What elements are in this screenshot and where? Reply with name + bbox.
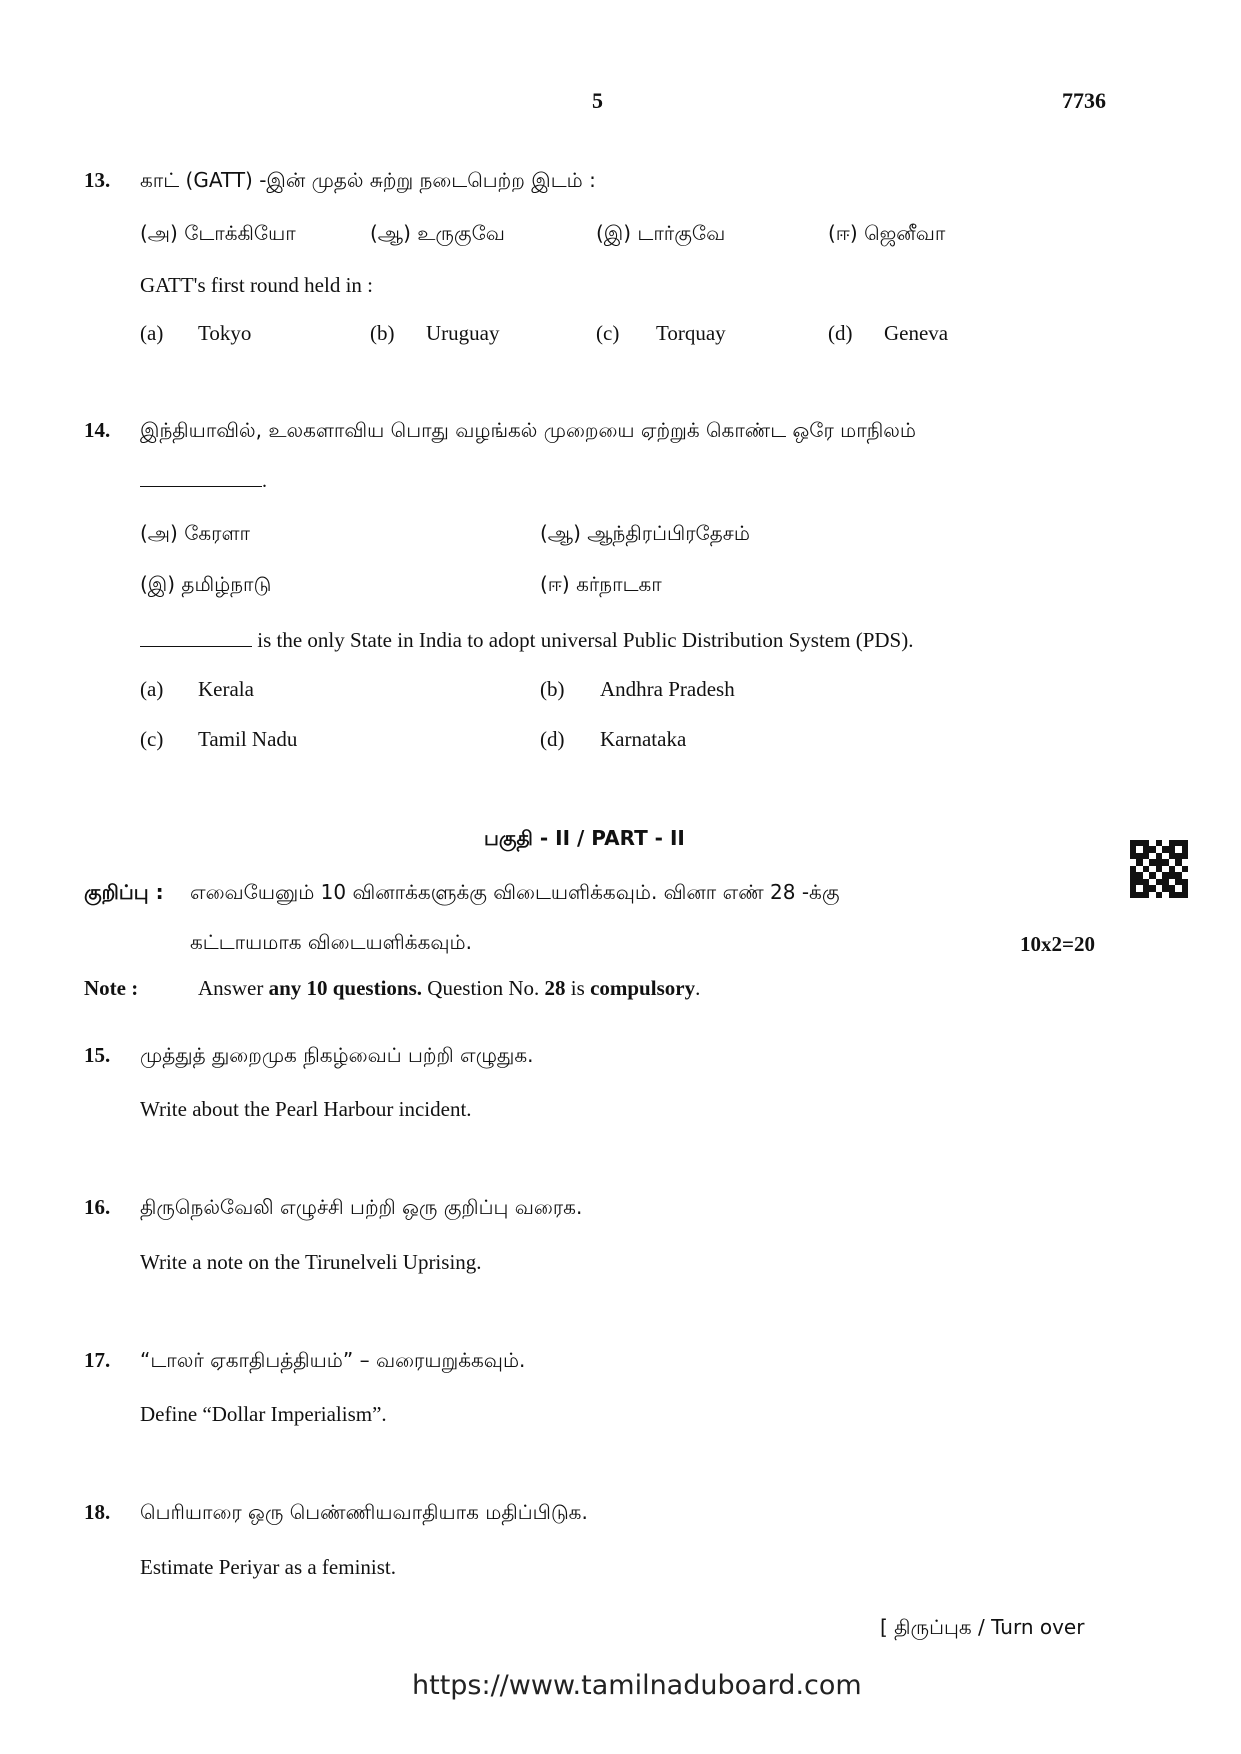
marks-allocation: 10x2=20	[1020, 932, 1095, 956]
question-sentence: is the only State in India to adopt universal Public Distribution System (PDS).	[257, 628, 914, 652]
note-fragment: .	[695, 976, 701, 1000]
part-heading: பகுதி - II / PART - II	[484, 826, 685, 850]
note-text-tamil-line2: கட்டாயமாக விடையளிக்கவும்.	[190, 930, 472, 954]
question-text-tamil: முத்துத் துறைமுக நிகழ்வைப் பற்றி எழுதுக.	[140, 1043, 534, 1067]
question-text-english: Write about the Pearl Harbour incident.	[140, 1097, 472, 1121]
page-number: 5	[592, 88, 603, 113]
question-text-tamil: இந்தியாவில், உலகளாவிய பொது வழங்கல் முறையை ஏற்றுக் கொண்ட ஒரே மாநிலம்	[140, 418, 916, 442]
note-fragment: Question No.	[422, 976, 545, 1000]
question-text-english: Define “Dollar Imperialism”.	[140, 1402, 387, 1426]
question-number: 14.	[84, 418, 111, 442]
note-fragment-bold: compulsory	[590, 976, 696, 1000]
question-text-tamil: காட் (GATT) -இன் முதல் சுற்று நடைபெற்ற இடம் :	[140, 168, 596, 192]
option-label-d: (d)	[540, 727, 565, 751]
question-number: 13.	[84, 168, 111, 192]
note-fragment: is	[565, 976, 591, 1000]
option-tamil-b: (ஆ) ஆந்திரப்பிரதேசம்	[540, 521, 750, 545]
option-tamil-d: (ஈ) ஜெனீவா	[828, 221, 946, 245]
note-label-english: Note :	[84, 976, 139, 1000]
note-fragment-bold: 28	[544, 976, 566, 1000]
option-tamil-a: (அ) கேரளா	[140, 521, 251, 545]
note-text-english	[198, 976, 700, 1001]
option-tamil-c: (இ) டார்குவே	[596, 221, 726, 245]
option-text-a: Kerala	[198, 677, 254, 701]
option-label-a: (a)	[140, 321, 164, 345]
note-fragment: Answer	[198, 976, 269, 1000]
option-tamil-b: (ஆ) உருகுவே	[370, 221, 505, 245]
note-label-tamil: குறிப்பு :	[84, 880, 164, 904]
option-label-c: (c)	[596, 321, 620, 345]
note-fragment-bold: any 10 questions.	[268, 976, 423, 1000]
option-text-c: Tamil Nadu	[198, 727, 298, 751]
footer-url: https://www.tamilnaduboard.com	[412, 1670, 862, 1701]
note-text-tamil-line1: எவையேனும் 10 வினாக்களுக்கு விடையளிக்கவும். வினா எண் 28 -க்கு	[190, 880, 840, 904]
option-text-b: Uruguay	[426, 321, 500, 345]
option-text-d: Geneva	[884, 321, 949, 345]
qr-code-icon	[1130, 840, 1188, 898]
question-text-english: Write a note on the Tirunelveli Uprising.	[140, 1250, 482, 1274]
option-label-b: (b)	[540, 677, 565, 701]
answer-blank-tamil	[140, 468, 267, 493]
paper-code: 7736	[1062, 88, 1106, 113]
question-text-tamil: “டாலர் ஏகாதிபத்தியம்” – வரையறுக்கவும்.	[140, 1348, 526, 1372]
option-tamil-c: (இ) தமிழ்நாடு	[140, 572, 272, 596]
blank-line	[140, 646, 252, 647]
option-text-c: Torquay	[656, 321, 726, 345]
option-text-b: Andhra Pradesh	[600, 677, 735, 701]
option-text-d: Karnataka	[600, 727, 687, 751]
question-number: 16.	[84, 1195, 111, 1219]
question-number: 18.	[84, 1500, 111, 1524]
question-number: 15.	[84, 1043, 111, 1067]
question-number: 17.	[84, 1348, 111, 1372]
option-tamil-d: (ஈ) கர்நாடகா	[540, 572, 662, 596]
question-text-english: GATT's first round held in :	[140, 273, 374, 297]
blank-line	[140, 486, 262, 487]
option-tamil-a: (அ) டோக்கியோ	[140, 221, 296, 245]
option-label-a: (a)	[140, 677, 164, 701]
option-label-b: (b)	[370, 321, 395, 345]
turn-over-label: [ திருப்புக / Turn over	[880, 1615, 1085, 1639]
option-label-c: (c)	[140, 727, 164, 751]
question-text-tamil: திருநெல்வேலி எழுச்சி பற்றி ஒரு குறிப்பு வரைக.	[140, 1195, 583, 1219]
option-label-d: (d)	[828, 321, 853, 345]
option-text-a: Tokyo	[198, 321, 252, 345]
question-text-english	[140, 628, 913, 653]
question-text-tamil: பெரியாரை ஒரு பெண்ணியவாதியாக மதிப்பிடுக.	[140, 1500, 588, 1524]
blank-period: .	[262, 470, 267, 492]
question-text-english: Estimate Periyar as a feminist.	[140, 1555, 397, 1579]
